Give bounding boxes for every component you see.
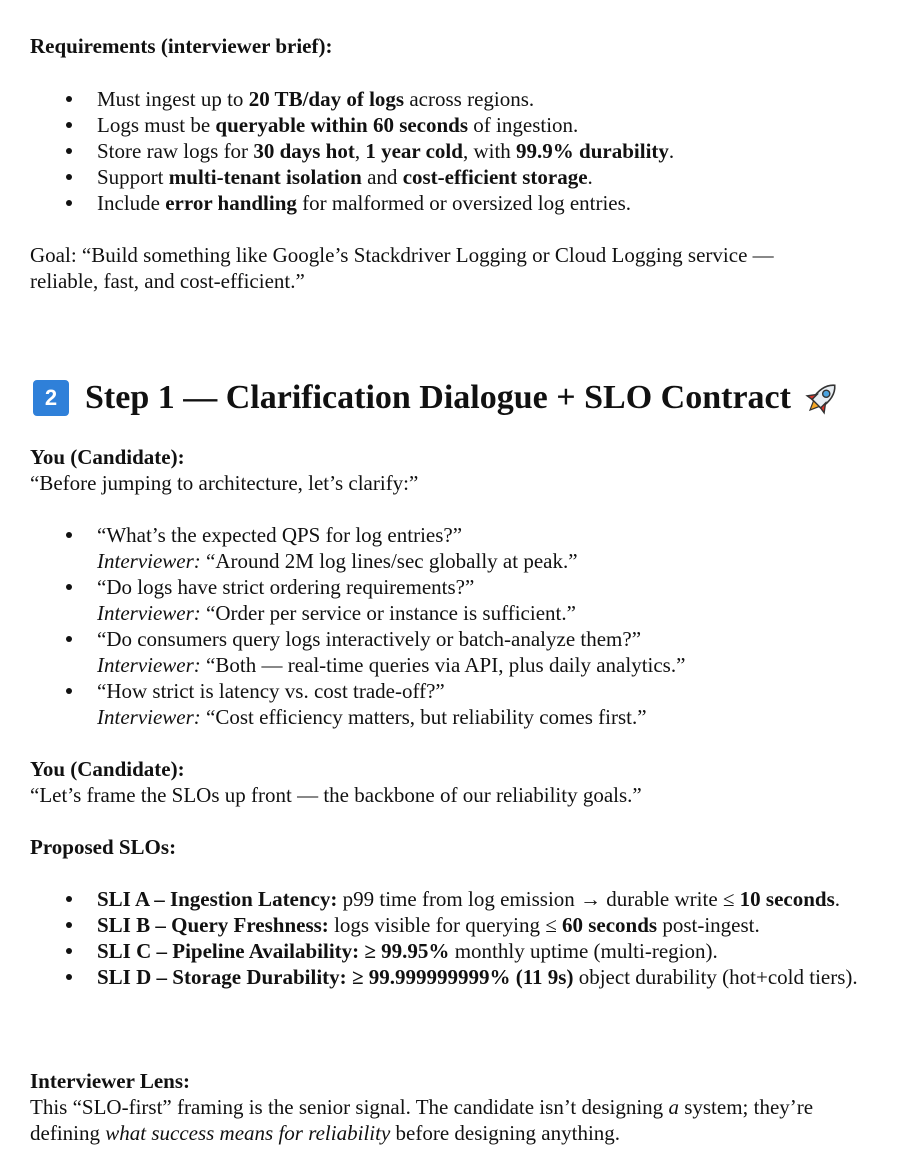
list-item: “What’s the expected QPS for log entries?” Interviewer: “Around 2M log lines/sec globally at peak.” (30, 522, 885, 574)
lens-paragraph: This “SLO-first” framing is the senior signal. The candidate isn’t designing a system; they’re defining what success means for reliability before designing anything. (30, 1095, 814, 1145)
list-item: Include error handling for malformed or oversized log entries. (30, 190, 885, 216)
goal-paragraph (30, 242, 885, 294)
candidate-label: You (Candidate): (30, 757, 185, 781)
requirements-heading: Requirements (interviewer brief): (30, 34, 333, 58)
requirements-list (30, 86, 885, 216)
goal-line: reliable, fast, and cost-efficient.” (30, 269, 305, 293)
list-item: SLI A – Ingestion Latency: p99 time from log emission → durable write ≤ 10 seconds. (30, 886, 875, 912)
candidate-intro: “Before jumping to architecture, let’s clarify:” (30, 471, 419, 495)
clarification-list (30, 522, 885, 730)
list-item: “How strict is latency vs. cost trade-off?” Interviewer: “Cost efficiency matters, but reliability comes first.” (30, 678, 885, 730)
list-item: Logs must be queryable within 60 seconds of ingestion. (30, 112, 885, 138)
list-item: SLI B – Query Freshness: logs visible for querying ≤ 60 seconds post-ingest. (30, 912, 875, 938)
list-item: SLI C – Pipeline Availability: ≥ 99.95% monthly uptime (multi-region). (30, 938, 875, 964)
list-item: SLI D – Storage Durability: ≥ 99.999999999% (11 9s) object durability (hot+cold tiers). (30, 964, 875, 990)
step-heading (33, 376, 843, 420)
list-item: “Do logs have strict ordering requirements?” Interviewer: “Order per service or instance is sufficient.” (30, 574, 885, 626)
list-item: Must ingest up to 20 TB/day of logs across regions. (30, 86, 885, 112)
goal-line: Goal: “Build something like Google’s Stackdriver Logging or Cloud Logging service — (30, 243, 774, 267)
slo-list (30, 886, 875, 990)
list-item: Store raw logs for 30 days hot, 1 year cold, with 99.9% durability. (30, 138, 885, 164)
rocket-icon (801, 377, 843, 419)
slos-heading: Proposed SLOs: (30, 835, 177, 859)
list-item: “Do consumers query logs interactively or batch-analyze them?” Interviewer: “Both — real-time queries via API, plus daily analytics.” (30, 626, 885, 678)
list-item: Support multi-tenant isolation and cost-efficient storage. (30, 164, 885, 190)
step-title: Step 1 — Clarification Dialogue + SLO Contract (85, 379, 791, 416)
number-badge: 2 (33, 380, 69, 416)
lens-heading: Interviewer Lens: (30, 1069, 190, 1093)
candidate-label: You (Candidate): (30, 445, 185, 469)
slo-intro: “Let’s frame the SLOs up front — the backbone of our reliability goals.” (30, 783, 642, 807)
